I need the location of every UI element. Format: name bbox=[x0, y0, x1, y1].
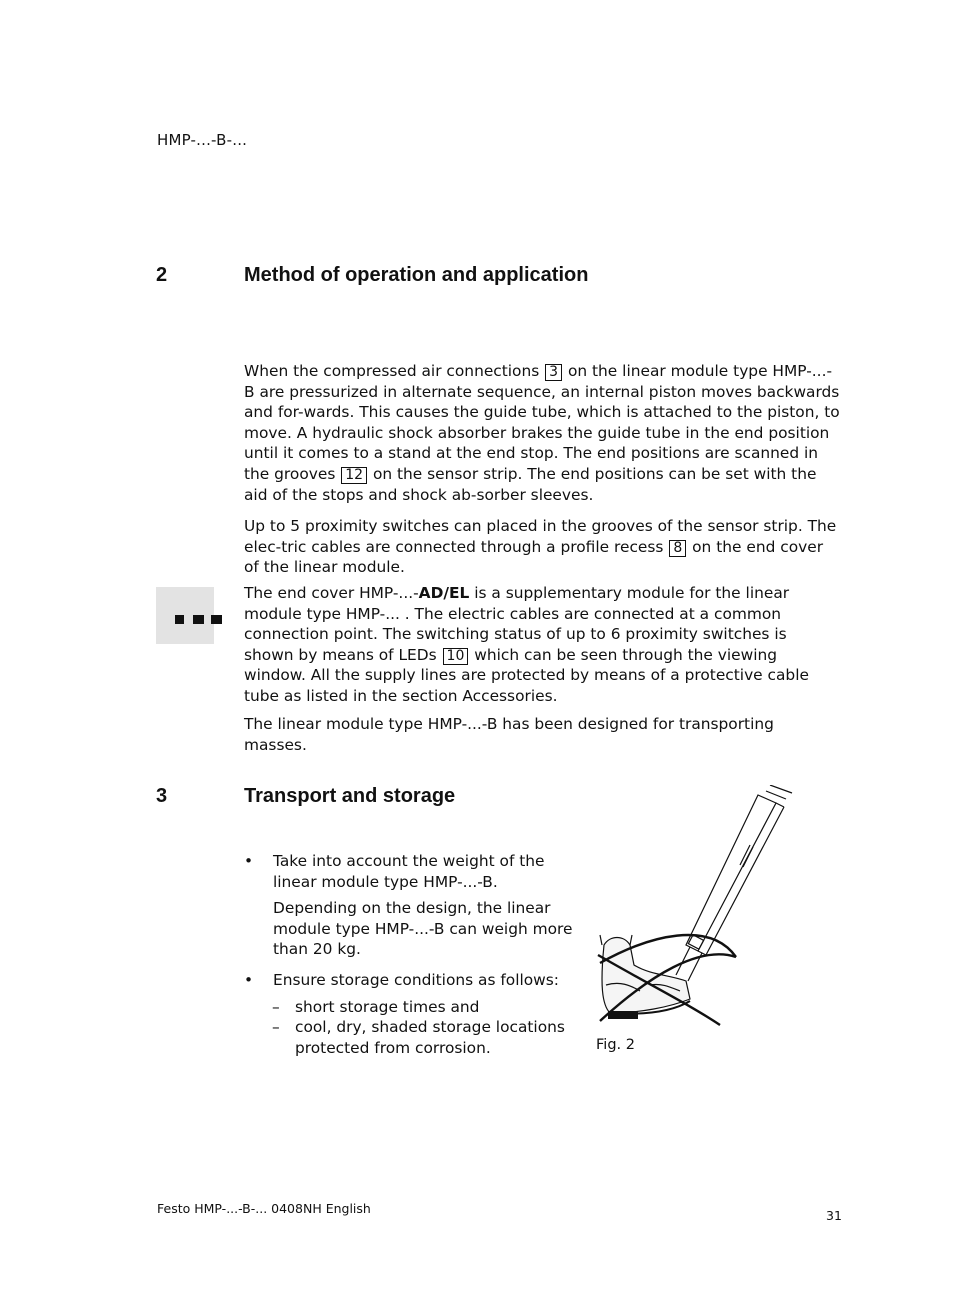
running-header: HMP-...-B-... bbox=[157, 131, 248, 149]
reference-number: 10 bbox=[443, 648, 469, 665]
shoe-sole-mark bbox=[608, 1011, 638, 1019]
text-run: on the sensor strip. The end positions can be set with the aid of the stops and shock ab-sorber sleeves. bbox=[244, 464, 817, 504]
section-title: Method of operation and application bbox=[244, 264, 589, 286]
section-title: Transport and storage bbox=[244, 785, 456, 807]
text-run: Up to 5 proximity switches can placed in the grooves of the sensor strip. The elec-tric cables are connected through a profile recess bbox=[244, 517, 837, 556]
section-number: 3 bbox=[156, 785, 168, 807]
text-run: When the compressed air connections bbox=[244, 362, 545, 380]
note-icon-square bbox=[213, 615, 222, 624]
list-item-note: Depending on the design, the linear module type HMP-...-B can weigh more than 20 kg. bbox=[273, 899, 573, 959]
paragraph-proximity bbox=[244, 516, 840, 578]
text-run: The end cover HMP-...- bbox=[244, 584, 419, 602]
page-number: 31 bbox=[826, 1208, 842, 1223]
reference-number: 12 bbox=[341, 467, 367, 484]
paragraph-application: The linear module type HMP-...-B has been designed for transporting masses. bbox=[244, 715, 774, 754]
text-run: is a supplementary module for the linear module type HMP-... . The electric cables are connected at a common connection point. The switching status of up to 6 proximity switches is shown by means of LEDs bbox=[244, 584, 790, 664]
footer-text: Festo HMP-...-B-... 0408NH English bbox=[157, 1201, 371, 1216]
reference-number: 3 bbox=[545, 364, 562, 381]
bullet-mark: • bbox=[244, 971, 254, 989]
list-item-text: Take into account the weight of the linear module type HMP-...-B. bbox=[273, 852, 545, 891]
list-item-text: Ensure storage conditions as follows: bbox=[273, 971, 559, 989]
bullet-mark: • bbox=[244, 852, 254, 870]
bold-model-code: AD/EL bbox=[418, 584, 470, 602]
text-run: which can be seen through the viewing window. All the supply lines are protected by means of a protective cable tube as listed in the section Accessories. bbox=[244, 645, 809, 705]
figure-do-not-stand-on-module bbox=[590, 785, 810, 1030]
text-run: on the linear module type HMP-...-B are pressurized in alternate sequence, an internal piston moves backwards and for-wards. This causes the guide tube, which is attached to the piston, to move. A hydraulic shock absorber brakes the guide tube in the end position until it comes to a stand at the end stop. The end positions are scanned in the grooves bbox=[244, 362, 840, 483]
section-number: 2 bbox=[156, 264, 168, 286]
note-icon bbox=[156, 587, 214, 644]
dash-mark: – bbox=[272, 1018, 280, 1036]
sub-list-item-text: cool, dry, shaded storage locations protected from corrosion. bbox=[295, 1018, 565, 1057]
text-run: on the end cover of the linear module. bbox=[244, 537, 824, 577]
dash-mark: – bbox=[272, 998, 280, 1016]
paragraph-operation bbox=[244, 361, 840, 505]
sub-list-item-text: short storage times and bbox=[295, 998, 480, 1016]
figure-caption: Fig. 2 bbox=[596, 1037, 635, 1053]
reference-number: 8 bbox=[669, 540, 686, 557]
note-icon-square bbox=[195, 615, 204, 624]
paragraph-end-cover bbox=[244, 583, 840, 707]
